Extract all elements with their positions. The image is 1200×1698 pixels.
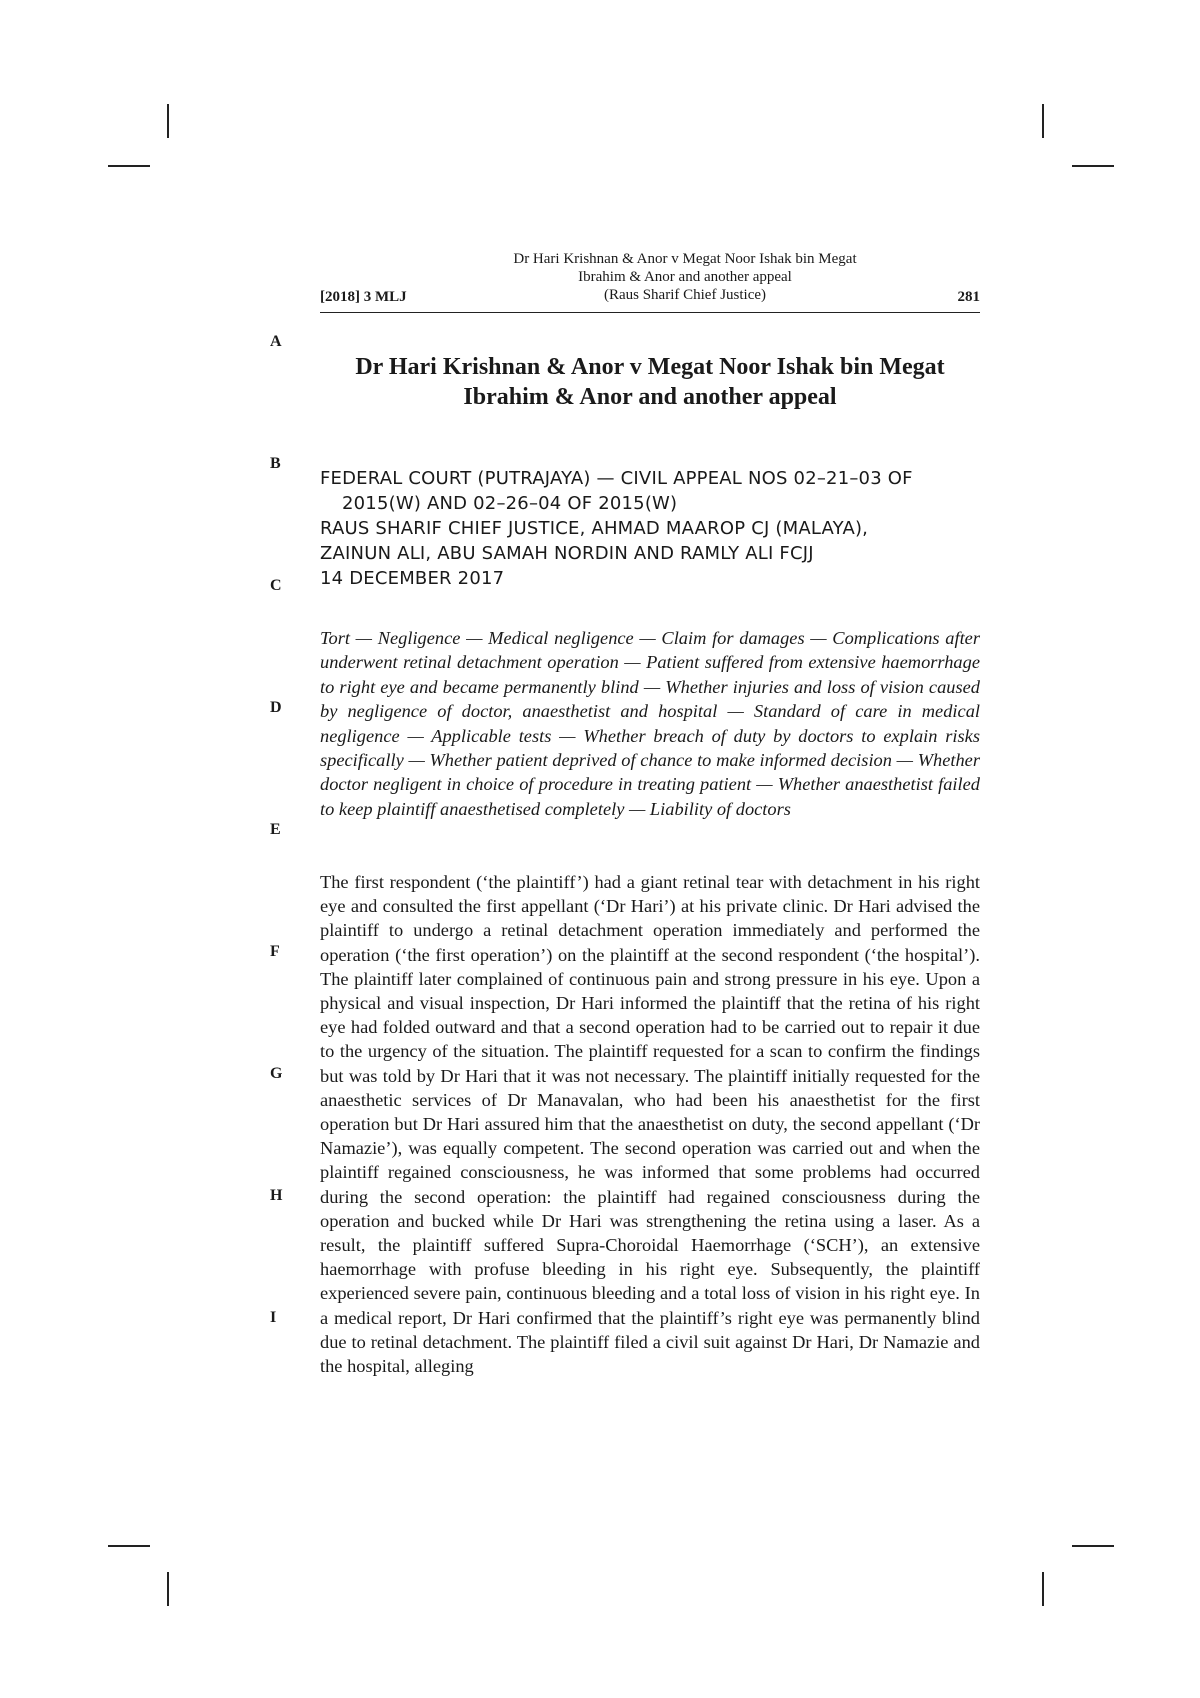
margin-letter-g: G xyxy=(270,1065,283,1082)
margin-letter-f: F xyxy=(270,943,280,960)
case-title xyxy=(320,352,980,412)
running-head-title-line2: Ibrahim & Anor and another appeal xyxy=(578,269,792,285)
running-head-citation: [2018] 3 MLJ xyxy=(320,289,407,305)
court-info-line4: ZAINUN ALI, ABU SAMAH NORDIN AND RAMLY ALI FCJJ xyxy=(320,543,814,564)
margin-letter-b: B xyxy=(270,455,281,472)
headnote-paragraph: The first respondent (‘the plaintiff’) had a giant retinal tear with detachment in his right eye and consulted the first appellant (‘Dr Hari’) at his private clinic. Dr Hari advised the plaintiff to undergo a retinal detachment operation immediately and performed the operation (‘the first operation’) on the plaintiff at the second respondent (‘the hospital’). The plaintiff later complained of continuous pain and strong pressure in his eye. Upon a physical and visual inspection, Dr Hari informed the plaintiff that the retina of his right eye had folded outward and that a second operation had to be carried out to repair it due to the urgency of the situation. The plaintiff requested for a scan to confirm the findings but was told by Dr Hari that it was not necessary. The plaintiff initially requested for the anaesthetic services of Dr Manavalan, who had been his anaesthetist for the first operation but Dr Hari assured him that the anaesthetist on duty, the second appellant (‘Dr Namazie’), was equally competent. The second operation was carried out and when the plaintiff regained consciousness, he was informed that some problems had occurred during the second operation: the plaintiff had regained consciousness during the operation and bucked while Dr Hari was strengthening the retina using a laser. As a result, the plaintiff suffered Supra-Choroidal Haemorrhage (‘SCH’), an extensive haemorrhage with profuse bleeding in his right eye. Subsequently, the plaintiff experienced severe pain, continuous bleeding and a total loss of vision in his right eye. In a medical report, Dr Hari confirmed that the plaintiff’s right eye was permanently blind due to retinal detachment. The plaintiff filed a civil suit against Dr Hari, Dr Namazie and the hospital, alleging xyxy=(320,872,980,1377)
case-title-line1: Dr Hari Krishnan & Anor v Megat Noor Ishak bin Megat xyxy=(355,354,945,380)
margin-letter-a: A xyxy=(270,333,282,350)
running-head xyxy=(320,250,980,313)
running-head-title-line3: (Raus Sharif Chief Justice) xyxy=(603,287,767,303)
crop-mark-bottom-right-horizontal xyxy=(1072,1545,1114,1547)
case-title-line2: Ibrahim & Anor and another appeal xyxy=(463,384,837,410)
court-info-line2: 2015(W) AND 02–26–04 OF 2015(W) xyxy=(342,493,678,514)
court-info xyxy=(320,466,1000,591)
court-info-line3: RAUS SHARIF CHIEF JUSTICE, AHMAD MAAROP CJ (MALAYA), xyxy=(320,518,869,539)
crop-mark-top-left-horizontal xyxy=(108,165,150,167)
margin-letter-e: E xyxy=(270,821,281,838)
court-info-line1: FEDERAL COURT (PUTRAJAYA) — CIVIL APPEAL NOS 02–21–03 OF xyxy=(320,468,913,489)
crop-mark-top-left-vertical xyxy=(167,104,169,138)
margin-letter-h: H xyxy=(270,1187,283,1204)
running-head-title xyxy=(460,250,910,304)
crop-mark-bottom-left-vertical xyxy=(167,1572,169,1606)
page-number: 281 xyxy=(957,289,980,305)
catchwords: Tort — Negligence — Medical negligence — Claim for damages — Complications after underwent retinal detachment operation — Patient suffered from extensive haemorrhage to right eye and became permanently blind — Whether injuries and loss of vision caused by negligence of doctor, anaesthetist and hospital — Standard of care in medical negligence — Applicable tests — Whether breach of duty by doctors to explain risks specifically — Whether patient deprived of chance to make informed decision — Whether doctor negligent in choice of procedure in treating patient — Whether anaesthetist failed to keep plaintiff anaesthetised completely — Liability of doctors xyxy=(320,628,980,819)
margin-letter-d: D xyxy=(270,699,282,716)
crop-mark-bottom-right-vertical xyxy=(1042,1572,1044,1606)
margin-letter-c: C xyxy=(270,577,282,594)
running-head-title-line1: Dr Hari Krishnan & Anor v Megat Noor Ishak bin Megat xyxy=(513,251,857,267)
margin-letter-i: I xyxy=(270,1309,277,1326)
crop-mark-top-right-horizontal xyxy=(1072,165,1114,167)
crop-mark-bottom-left-horizontal xyxy=(108,1545,150,1547)
crop-mark-top-right-vertical xyxy=(1042,104,1044,138)
court-info-date: 14 DECEMBER 2017 xyxy=(320,568,505,589)
